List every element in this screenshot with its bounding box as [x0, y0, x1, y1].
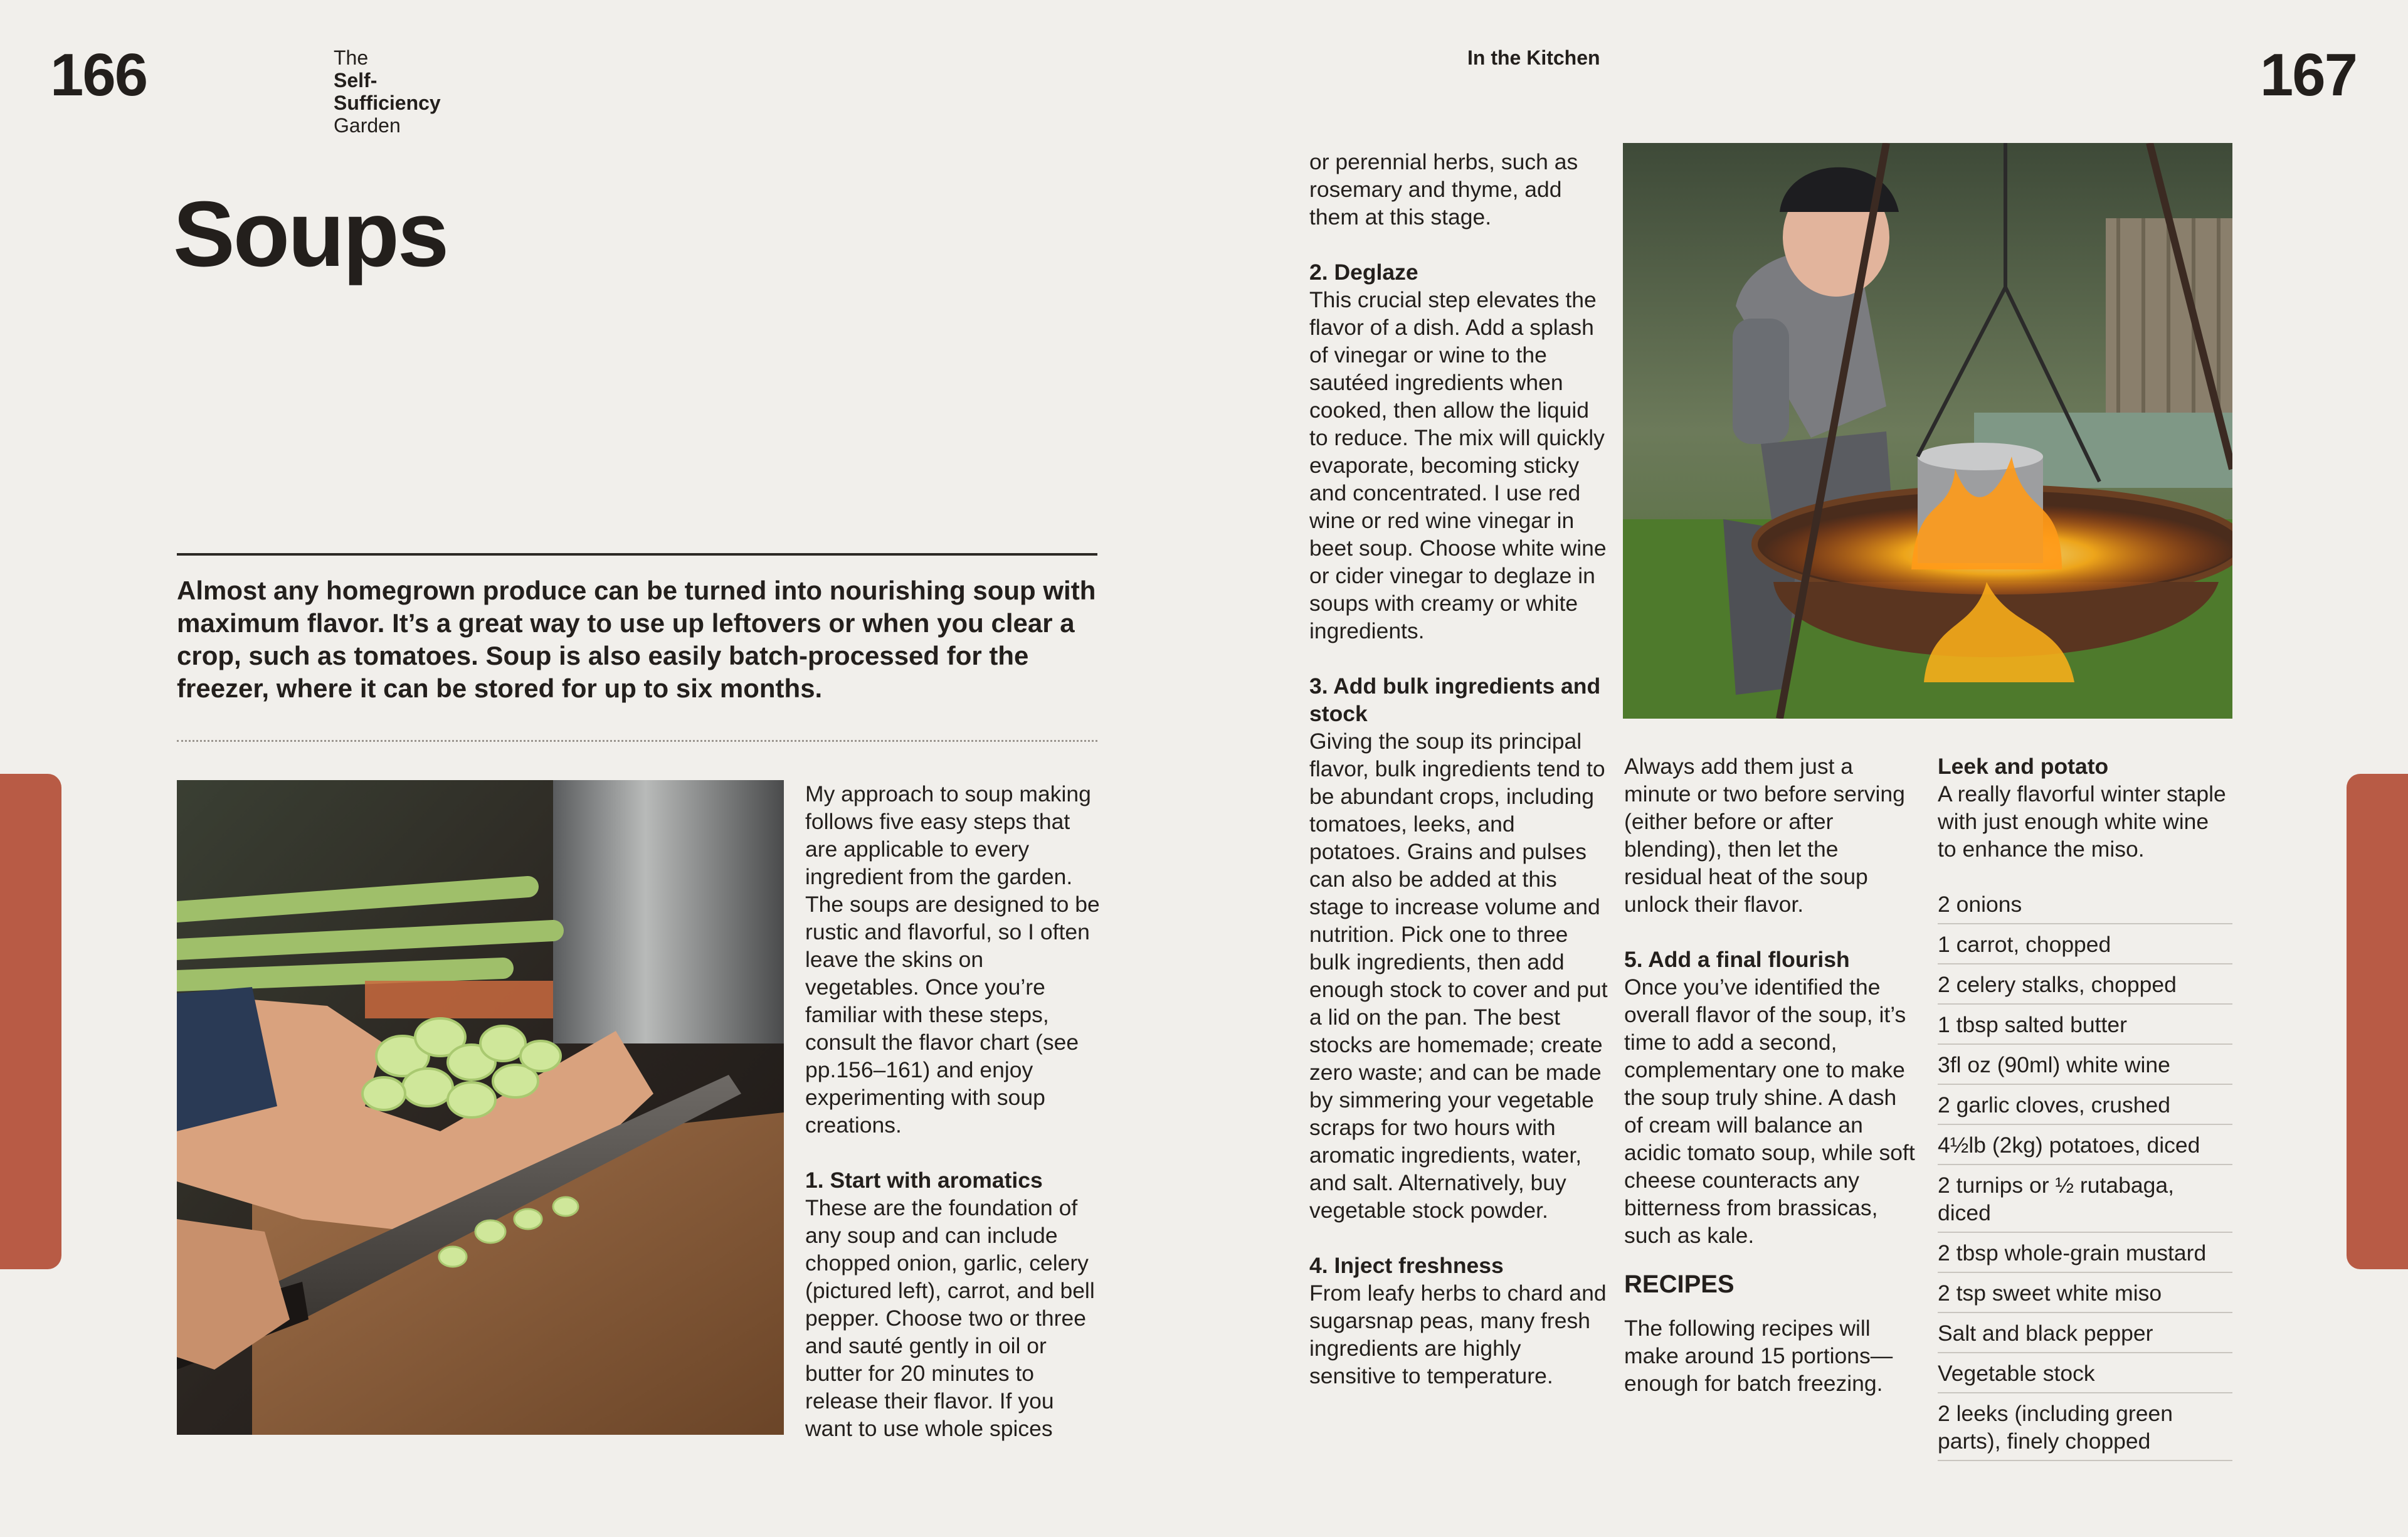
- step-4-heading: 4. Inject freshness: [1309, 1253, 1504, 1278]
- photo-cooking-over-fire: [1623, 143, 2232, 719]
- step-5-text: Once you’ve identified the overall flavor of the soup, it’s time to add a second, complementary one to make the soup truly shine. A dash of cream will balance an acidic tomato soup, while soft cheese counteracts any bitterness from brassicas, such as kale.: [1624, 974, 1915, 1248]
- ingredient-item: 2 leeks (including green parts), finely chopped: [1938, 1393, 2232, 1461]
- ingredient-item: 1 carrot, chopped: [1938, 924, 2232, 964]
- ingredient-item: Salt and black pepper: [1938, 1313, 2232, 1353]
- intro-top-rule: [177, 553, 1097, 556]
- ingredient-item: 2 onions: [1938, 884, 2232, 924]
- step-3-heading: 3. Add bulk ingredients and stock: [1309, 673, 1601, 726]
- ingredient-item: 1 tbsp salted butter: [1938, 1005, 2232, 1045]
- step-2-heading: 2. Deglaze: [1309, 260, 1418, 285]
- ingredient-item: 4½lb (2kg) potatoes, diced: [1938, 1125, 2232, 1165]
- intro-paragraph: Almost any homegrown produce can be turned into nourishing soup with maximum flavor. It’s a great way to use up leftovers or when you clear a crop, such as tomatoes. Soup is also easily batch-processed for the freezer, where it can be stored for up to six months.: [177, 576, 1096, 703]
- body-column-2: [1309, 148, 1610, 1390]
- intro-body-paragraph: My approach to soup making follows five easy steps that are applicable to every ingredient from the garden. The soups are designed to be rustic and flavorful, so I often leave the skins on vegetables. Once you’re familiar with these steps, consult the flavor chart (see pp.156–161) and enjoy experimenting with soup creations.: [805, 781, 1100, 1138]
- step-1-heading: 1. Start with aromatics: [805, 1168, 1043, 1193]
- left-chapter-tab: [0, 774, 61, 1269]
- recipes-text: The following recipes will make around 15 portions—enough for batch freezing.: [1624, 1316, 1893, 1396]
- body-column-3: [1624, 753, 1919, 1397]
- step-3-text: Giving the soup its principal flavor, bulk ingredients tend to be abundant crops, including tomatoes, leeks, and potatoes. Grains and pulses can also be added at this stage to increase volume and nutrition. Pick one to three bulk ingredients, then add enough stock to cover and put a lid on the pan. The best stocks are homemade; create zero waste; and can be made by simmering your vegetable scraps for two hours with aromatic ingredients, water, and salt. Alternatively, buy vegetable stock powder.: [1309, 729, 1608, 1223]
- ingredient-item: Vegetable stock: [1938, 1353, 2232, 1393]
- running-head-line2: Self-: [334, 69, 378, 92]
- left-page-number: 166: [50, 41, 147, 108]
- right-chapter-tab: [2347, 774, 2408, 1269]
- ingredient-item: 2 garlic cloves, crushed: [1938, 1085, 2232, 1125]
- intro-bottom-rule: [177, 740, 1097, 742]
- recipes-heading: RECIPES: [1624, 1270, 1735, 1298]
- step-5-heading: 5. Add a final flourish: [1624, 947, 1850, 972]
- ingredient-item: 3fl oz (90ml) white wine: [1938, 1045, 2232, 1085]
- ingredient-item: 2 tsp sweet white miso: [1938, 1273, 2232, 1313]
- step-4-text: From leafy herbs to chard and sugarsnap peas, many fresh ingredients are highly sensitive to temperature.: [1309, 1281, 1607, 1388]
- page-title: Soups: [173, 182, 448, 286]
- running-head-line1: The: [334, 46, 369, 69]
- step-4-continued: Always add them just a minute or two before serving (either before or after blending), then let the residual heat of the soup unlock their flavor.: [1624, 754, 1905, 917]
- ingredient-item: 2 turnips or ½ rutabaga, diced: [1938, 1165, 2232, 1233]
- ingredient-list: [1938, 884, 2232, 1461]
- running-head-line4: Garden: [334, 114, 401, 137]
- ingredient-item: 2 tbsp whole-grain mustard: [1938, 1233, 2232, 1273]
- recipe-column: [1938, 753, 2232, 1461]
- recipe-title: Leek and potato: [1938, 754, 2109, 779]
- running-head-line3: Sufficiency: [334, 92, 441, 114]
- step-1-text: These are the foundation of any soup and can include chopped onion, garlic, celery (pictured left), carrot, and bell pepper. Choose two or three and sauté gently in oil or butter for 20 minutes to release their flavor. If you want to use whole spices: [805, 1195, 1095, 1441]
- body-column-1: [805, 780, 1100, 1442]
- photo-chopping-celery: [177, 780, 784, 1435]
- recipe-description: A really flavorful winter staple with just enough white wine to enhance the miso.: [1938, 781, 2226, 862]
- section-running-head: In the Kitchen: [1467, 46, 1600, 69]
- step-1-continued: or perennial herbs, such as rosemary and thyme, add them at this stage.: [1309, 149, 1578, 230]
- step-2-text: This crucial step elevates the flavor of a dish. Add a splash of vinegar or wine to the sautéed ingredients when cooked, then allow the liquid to reduce. The mix will quickly evaporate, becoming sticky and concentrated. I use red wine or red wine vinegar in beet soup. Choose white wine or cider vinegar to deglaze in soups with creamy or white ingredients.: [1309, 287, 1607, 643]
- right-page-number: 167: [2259, 41, 2357, 108]
- ingredient-item: 2 celery stalks, chopped: [1938, 964, 2232, 1005]
- book-running-head: [334, 46, 441, 137]
